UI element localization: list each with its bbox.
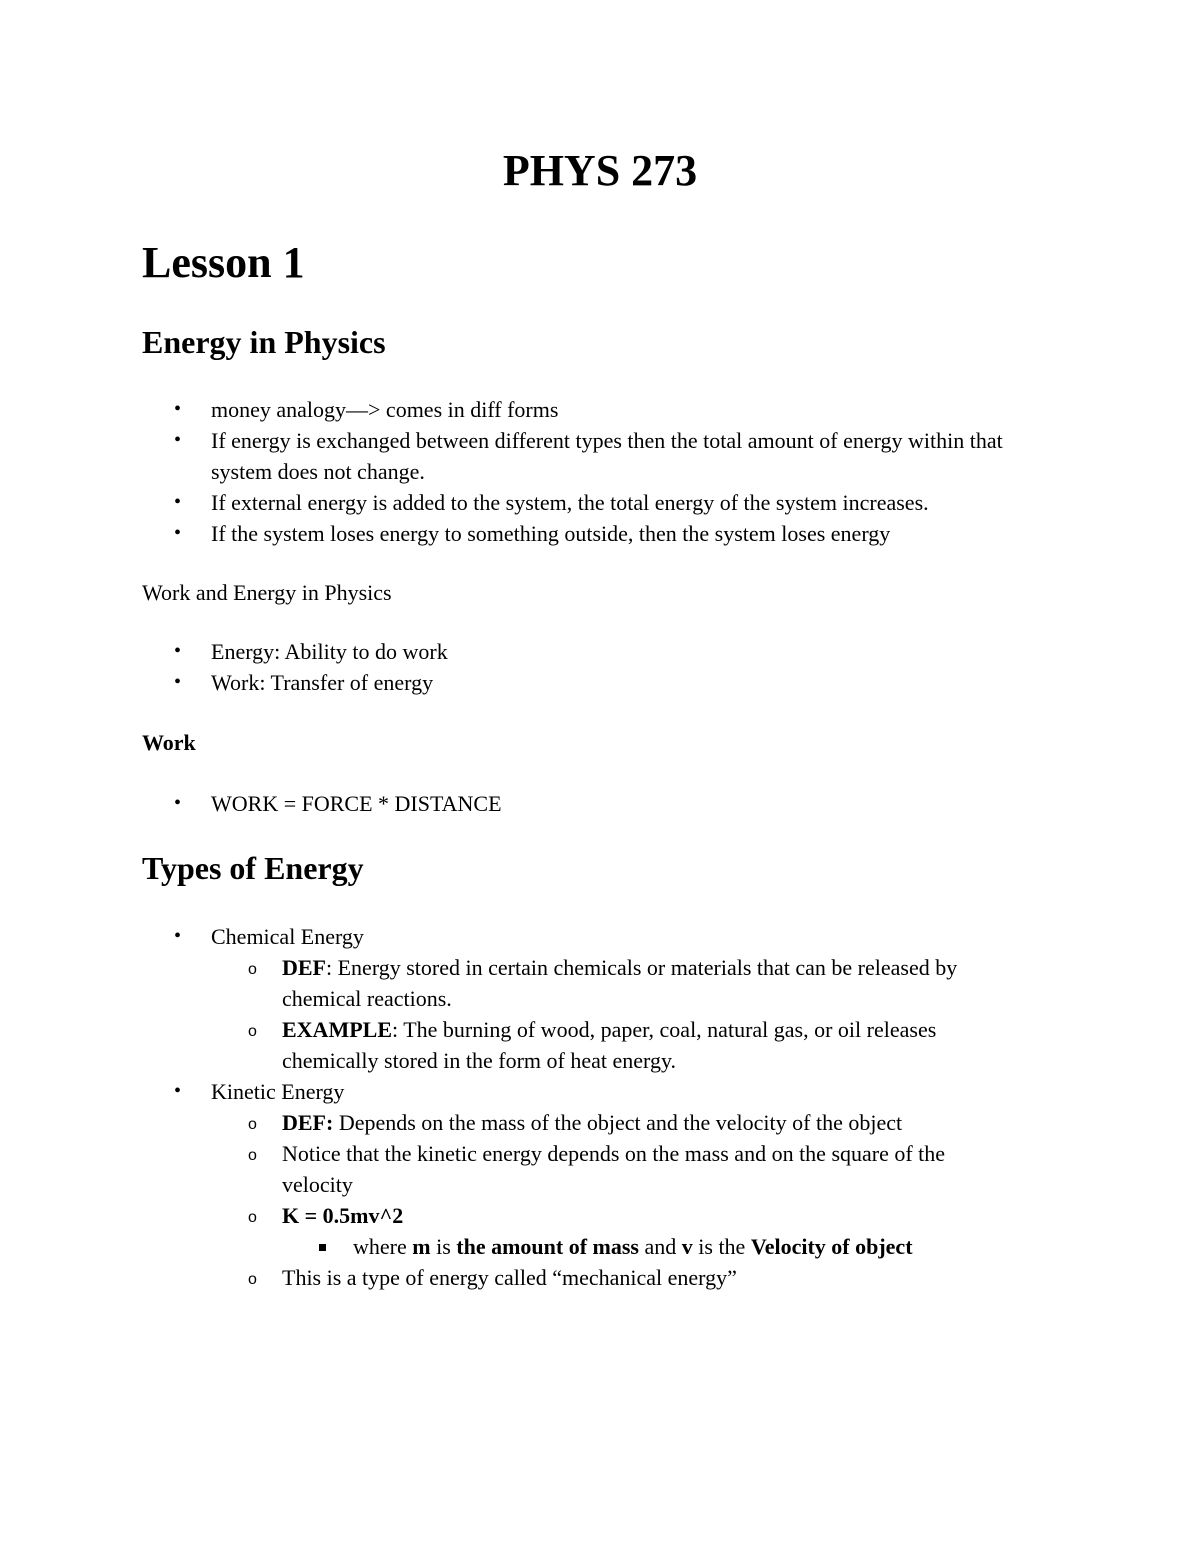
example-text: : The burning of wood, paper, coal, natural gas, or oil releases chemically stored in the form of heat energy. — [282, 1017, 937, 1073]
list-item: • Work: Transfer of energy — [0, 667, 1031, 698]
list-item-chemical-energy — [0, 921, 1031, 1076]
def-label: DEF: — [282, 1110, 334, 1135]
list-item: • Energy: Ability to do work — [0, 636, 1031, 667]
kinetic-energy-label: Kinetic Energy — [211, 1079, 345, 1104]
text-fragment: v — [681, 1234, 693, 1259]
text-fragment: where — [353, 1234, 413, 1259]
text-fragment: and — [639, 1234, 682, 1259]
sub-list-item: o This is a type of energy called “mechanical energy” — [211, 1262, 1012, 1293]
example-label: EXAMPLE — [282, 1017, 392, 1042]
work-and-energy-heading: Work and Energy in Physics — [142, 580, 392, 605]
text-fragment: the amount of mass — [456, 1234, 639, 1259]
sub-list-item: o Notice that the kinetic energy depends on the mass and on the square of the velocity — [211, 1138, 1012, 1200]
sub-list-item — [211, 1107, 1012, 1138]
work-heading: Work — [142, 730, 196, 755]
text-fragment: is the — [692, 1234, 751, 1259]
work-list — [0, 788, 1031, 819]
formula-sublist — [282, 1231, 1012, 1262]
types-of-energy-heading: Types of Energy — [142, 850, 364, 886]
lesson-heading: Lesson 1 — [142, 238, 305, 287]
sub-list-item — [211, 1014, 1012, 1076]
text-fragment: m — [412, 1234, 431, 1259]
chemical-energy-label: Chemical Energy — [211, 924, 364, 949]
list-item: • WORK = FORCE * DISTANCE — [0, 788, 1031, 819]
types-of-energy-list — [0, 921, 1031, 1293]
sub-list-item — [211, 952, 1012, 1014]
def-text: : Energy stored in certain chemicals or materials that can be released by chemical reactions. — [282, 955, 958, 1011]
formula-explanation — [282, 1231, 1013, 1262]
energy-in-physics-heading: Energy in Physics — [142, 324, 386, 360]
kinetic-energy-sublist — [211, 1107, 1031, 1293]
work-and-energy-list — [0, 636, 1031, 698]
text-fragment: Velocity of object — [750, 1234, 913, 1259]
list-item: • If energy is exchanged between different types then the total amount of energy within that system does not change. — [0, 425, 1031, 487]
chemical-energy-sublist — [211, 952, 1031, 1076]
energy-in-physics-list — [0, 394, 1031, 549]
list-item: • If external energy is added to the system, the total energy of the system increases. — [0, 487, 1031, 518]
sub-list-item-formula — [211, 1200, 1012, 1262]
kinetic-formula: K = 0.5mv^2 — [282, 1203, 404, 1228]
list-item: • If the system loses energy to something outside, then the system loses energy — [0, 518, 1031, 549]
def-label: DEF — [282, 955, 326, 980]
list-item: • money analogy—> comes in diff forms — [0, 394, 1031, 425]
def-text: Depends on the mass of the object and the velocity of the object — [333, 1110, 903, 1135]
text-fragment: is — [430, 1234, 457, 1259]
list-item-kinetic-energy — [0, 1076, 1031, 1293]
document-title: PHYS 273 — [502, 146, 698, 195]
